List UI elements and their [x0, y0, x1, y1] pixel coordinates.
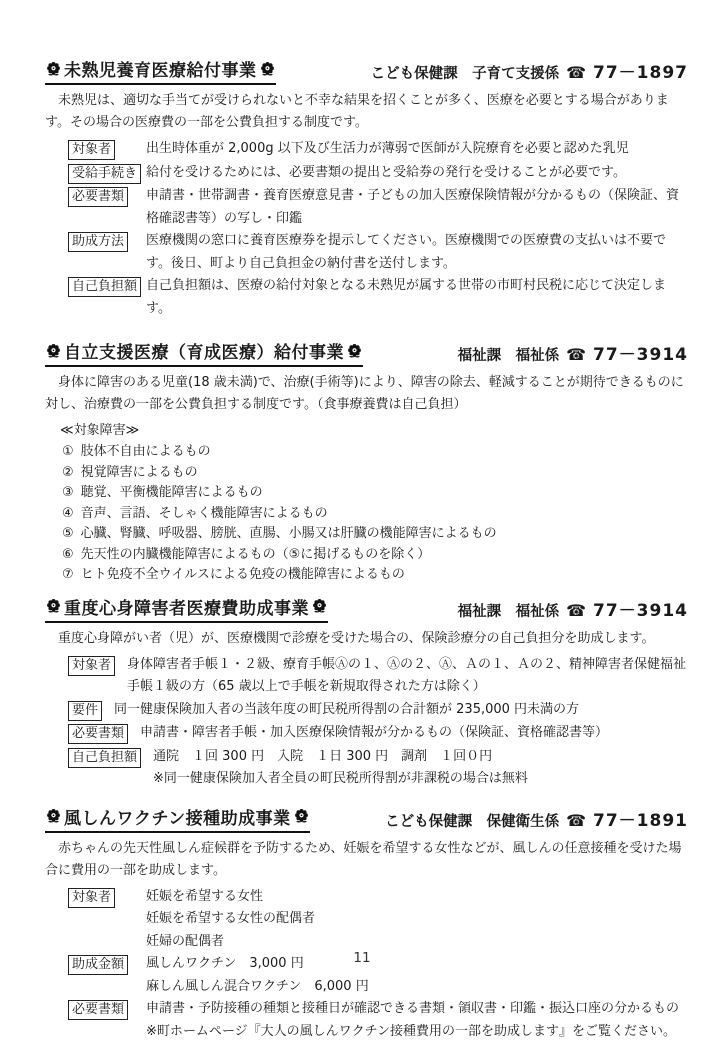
item-text: 心臓、腎臓、呼吸器、膀胱、直腸、小腸又は肝臓の機能障害によるもの: [81, 524, 497, 545]
row-text: 申請書・障害者手帳・加入医療保険情報が分かるもの（保険証、資格確認書等）: [140, 722, 688, 745]
section-header: [45, 804, 688, 833]
row-label: 対象者: [68, 656, 115, 676]
list-item: [62, 442, 688, 463]
row-label: 対象者: [68, 140, 115, 160]
row-label: 自己負担額: [68, 748, 141, 768]
section-title: [45, 804, 310, 833]
info-row: [68, 722, 688, 746]
list-item: [62, 483, 688, 504]
item-number: ①: [62, 442, 74, 463]
section-header: [45, 56, 688, 85]
item-text: 視覚障害によるもの: [81, 463, 198, 484]
row-text: 通院 １回 300 円 入院 １日 300 円 調剤 １回０円 ※同一健康保険加入者全員の町民税所得割が非課税の場合は無料: [153, 746, 688, 791]
flower-icon: [312, 598, 327, 614]
phone-number: 77－1897: [593, 58, 688, 83]
phone-number: 77－3914: [593, 596, 688, 621]
item-number: ④: [62, 504, 74, 525]
list-item: [62, 524, 688, 545]
section-title: [45, 594, 328, 623]
info-row: [68, 886, 688, 954]
row-text: 医療機関の窓口に養育医療券を提示してください。医療機関での医療費の支払いは不要です。後日、町より自己負担金の納付書を送付します。: [146, 230, 688, 275]
section-title-text: 重度心身障害者医療費助成事業: [64, 594, 309, 619]
flower-icon: [46, 343, 61, 359]
list-item: [62, 545, 688, 566]
phone-number: 77－3914: [593, 340, 688, 365]
row-text: 妊娠を希望する女性 妊娠を希望する女性の配偶者 妊婦の配偶者: [146, 886, 688, 954]
row-label: 助成方法: [68, 232, 128, 252]
info-row: [68, 275, 688, 320]
info-row: [68, 162, 688, 186]
section-intro: 未熟児は、適切な手当てが受けられないと不幸な結果を招くことが多く、医療を必要とする場合があります。その場合の医療費の一部を公費負担する制度です。: [45, 90, 688, 134]
flower-icon: [46, 61, 61, 77]
row-text: 給付を受けるためには、必要書類の提出と受給券の発行を受けることが必要です。: [146, 162, 688, 185]
item-text: ヒト免疫不全ウイルスによる免疫の機能障害によるもの: [81, 565, 405, 586]
phone-icon: ☎: [566, 65, 586, 81]
info-rows: [68, 138, 688, 320]
target-disability-heading: ≪対象障害≫: [60, 420, 688, 441]
phone-icon: ☎: [566, 603, 586, 619]
section-premature-infant-medical-benefit: [45, 56, 688, 320]
row-text: 申請書・予防接種の種類と接種日が確認できる書類・領収書・印鑑・振込口座の分かるもの ※町ホームページ『大人の風しんワクチン接種費用の一部を助成します』をご覧ください。: [146, 998, 688, 1043]
disability-list: [62, 442, 688, 586]
item-number: ⑥: [62, 545, 74, 566]
row-text: 自己負担額は、医療の給付対象となる未熟児が属する世帯の市町村民税に応じて決定します。: [146, 275, 688, 320]
section-header: [45, 594, 688, 623]
section-severe-disability-medical-subsidy: [45, 594, 688, 791]
item-text: 先天性の内臓機能障害によるもの（⑤に掲げるものを除く）: [81, 545, 431, 566]
section-rubella-vaccine-subsidy: [45, 804, 688, 1043]
phone-number: 77－1891: [593, 806, 688, 831]
section-jiritsu-shien-medical-benefit: [45, 338, 688, 586]
row-label: 必要書類: [68, 724, 128, 744]
row-label: 自己負担額: [68, 277, 141, 297]
section-contact: [458, 340, 688, 367]
info-row: [68, 998, 688, 1043]
section-title: [45, 338, 363, 367]
contact-department: 福祉課 福祉係: [458, 344, 560, 365]
info-rows: [68, 654, 688, 791]
flower-icon: [347, 343, 362, 359]
item-number: ⑦: [62, 565, 74, 586]
phone-icon: ☎: [566, 813, 586, 829]
item-text: 肢体不自由によるもの: [81, 442, 211, 463]
info-row: [68, 746, 688, 791]
item-number: ③: [62, 483, 74, 504]
section-contact: [371, 58, 688, 85]
row-text: 同一健康保険加入者の当該年度の町民税所得割の合計額が 235,000 円未満の方: [114, 699, 688, 722]
list-item: [62, 565, 688, 586]
contact-department: こども保健課 保健衛生係: [385, 810, 559, 831]
info-row: [68, 138, 688, 162]
row-label: 助成金額: [68, 955, 128, 975]
section-title-text: 未熟児養育医療給付事業: [64, 56, 257, 81]
flower-icon: [46, 598, 61, 614]
section-title-text: 自立支援医療（育成医療）給付事業: [64, 338, 344, 363]
section-intro: 重度心身障がい者（児）が、医療機関で診療を受けた場合の、保険診療分の自己負担分を助成します。: [45, 628, 688, 650]
section-title: [45, 56, 276, 85]
section-title-text: 風しんワクチン接種助成事業: [64, 804, 291, 829]
section-intro: 赤ちゃんの先天性風しん症候群を予防するため、妊娠を希望する女性などが、風しんの任意接種を受けた場合に費用の一部を助成します。: [45, 838, 688, 882]
row-text: 身体障害者手帳１・２級、療育手帳Ⓐの１、Ⓐの２、Ⓐ、Ａの１、Ａの２、精神障害者保健福祉手帳１級の方（65 歳以上で手帳を新規取得された方は除く）: [127, 654, 688, 699]
page-number: 11: [0, 950, 724, 966]
row-label: 要件: [68, 701, 102, 721]
row-note: ※町ホームページ『大人の風しんワクチン接種費用の一部を助成します』をご覧ください。: [146, 1021, 688, 1043]
info-row: [68, 699, 688, 723]
row-label: 受給手続き: [68, 164, 141, 184]
section-intro: 身体に障害のある児童(18 歳未満)で、治療(手術等)により、障害の除去、軽減することが期待できるものに対し、治療費の一部を公費負担する制度です。（食事療養費は自己負担）: [45, 372, 688, 416]
row-label: 必要書類: [68, 1000, 128, 1020]
section-header: [45, 338, 688, 367]
section-contact: [385, 806, 688, 833]
flower-icon: [294, 808, 309, 824]
contact-department: こども保健課 子育て支援係: [371, 62, 560, 83]
section-contact: [458, 596, 688, 623]
row-text: 風しんワクチン 3,000 円 麻しん風しん混合ワクチン 6,000 円: [146, 953, 688, 998]
item-text: 聴覚、平衡機能障害によるもの: [81, 483, 263, 504]
row-text: 出生時体重が 2,000g 以下及び生活力が薄弱で医師が入院療育を必要と認めた乳児: [146, 138, 688, 161]
row-label: 必要書類: [68, 187, 128, 207]
item-number: ⑤: [62, 524, 74, 545]
row-text: 申請書・世帯調書・養育医療意見書・子どもの加入医療保険情報が分かるもの（保険証、資格確認書等）の写し・印鑑: [146, 185, 688, 230]
info-row: [68, 185, 688, 230]
flower-icon: [260, 61, 275, 77]
contact-department: 福祉課 福祉係: [458, 600, 560, 621]
flower-icon: [46, 808, 61, 824]
info-row: [68, 230, 688, 275]
list-item: [62, 463, 688, 484]
phone-icon: ☎: [566, 347, 586, 363]
info-row: [68, 654, 688, 699]
item-number: ②: [62, 463, 74, 484]
row-note: ※同一健康保険加入者全員の町民税所得割が非課税の場合は無料: [153, 768, 688, 791]
row-label: 対象者: [68, 888, 115, 908]
list-item: [62, 504, 688, 525]
item-text: 音声、言語、そしゃく機能障害によるもの: [81, 504, 328, 525]
